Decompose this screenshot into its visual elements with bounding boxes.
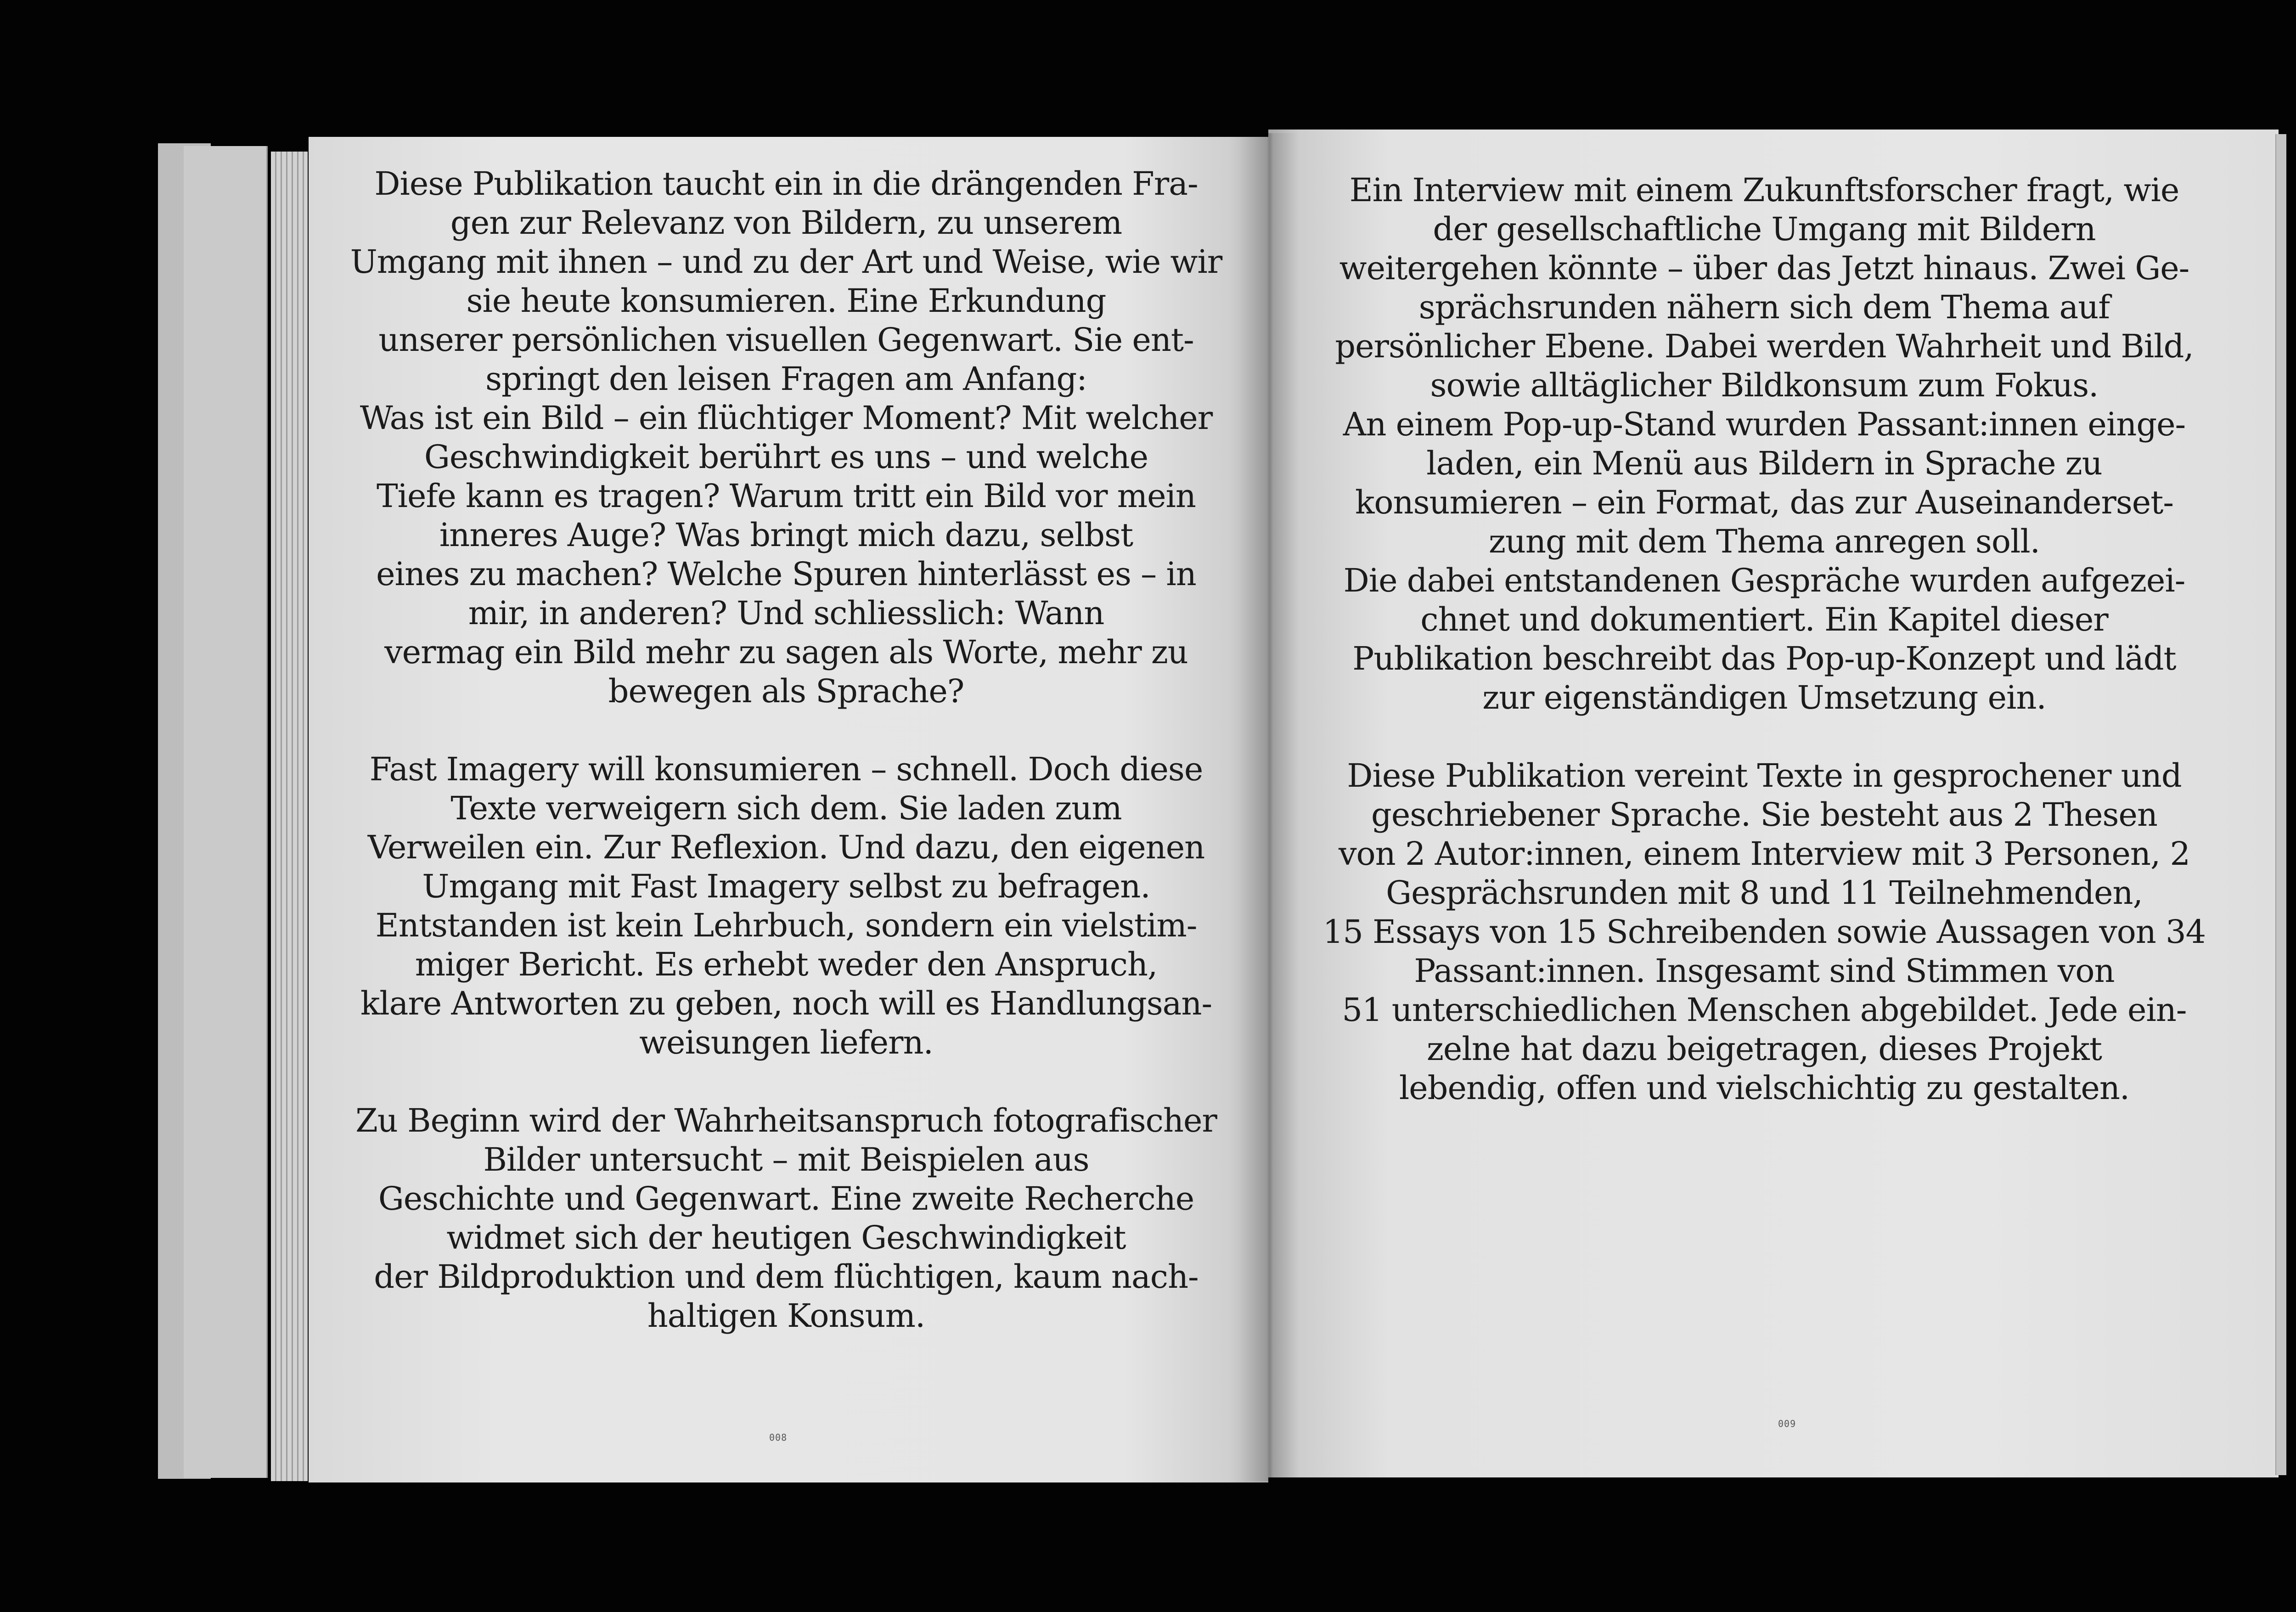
text-line: Die dabei entstandenen Gespräche wurden aufgezei- (1343, 562, 2185, 599)
text-line: zelne hat dazu beigetragen, dieses Projekt (1427, 1030, 2102, 1068)
text-line: Publikation beschreibt das Pop-up-Konzept und lädt (1352, 640, 2176, 677)
paragraph-gap (350, 711, 1222, 750)
text-line: mir, in anderen? Und schliesslich: Wann (468, 594, 1104, 632)
text-line: eines zu machen? Welche Spuren hinterlässt es – in (376, 555, 1196, 593)
text-line: der Bildproduktion und dem flüchtigen, kaum nach- (374, 1258, 1199, 1296)
text-line: chnet und dokumentiert. Ein Kapitel dieser (1420, 601, 2108, 638)
text-line: Passant:innen. Insgesamt sind Stimmen von (1414, 952, 2115, 990)
text-line: Bilder untersucht – mit Beispielen aus (483, 1141, 1089, 1178)
text-line: der gesellschaftliche Umgang mit Bildern (1433, 210, 2096, 248)
text-line: inneres Auge? Was bringt mich dazu, selbst (439, 516, 1133, 554)
text-line: gen zur Relevanz von Bildern, zu unserem (450, 204, 1122, 242)
text-line: zur eigenständigen Umsetzung ein. (1482, 679, 2046, 716)
text-line: haltigen Konsum. (647, 1297, 925, 1335)
text-line: Gesprächsrunden mit 8 und 11 Teilnehmenden, (1386, 874, 2143, 912)
text-line: Zu Beginn wird der Wahrheitsanspruch fotografischer (355, 1102, 1217, 1139)
text-line: 15 Essays von 15 Schreibenden sowie Aussagen von 34 (1322, 913, 2206, 951)
text-line: Geschwindigkeit berührt es uns – und welche (424, 438, 1148, 476)
text-line: klare Antworten zu geben, noch will es Handlungsan- (360, 985, 1212, 1022)
text-line: Verweilen ein. Zur Reflexion. Und dazu, den eigenen (367, 829, 1205, 866)
left-page-number: 008 (769, 1432, 788, 1443)
text-line: Umgang mit Fast Imagery selbst zu befragen. (422, 868, 1150, 905)
book-gutter (1240, 133, 1300, 1481)
text-line: springt den leisen Fragen am Anfang: (485, 360, 1087, 398)
left-page-text (350, 164, 1222, 1336)
text-line: Fast Imagery will konsumieren – schnell. Doch diese (369, 750, 1203, 788)
left-page (309, 137, 1268, 1482)
text-line: sprächsrunden nähern sich dem Thema auf (1418, 288, 2110, 326)
text-line: Geschichte und Gegenwart. Eine zweite Recherche (378, 1180, 1194, 1217)
right-page (1268, 130, 2279, 1477)
text-line: unserer persönlichen visuellen Gegenwart. Sie ent- (378, 321, 1194, 359)
text-line: weitergehen könnte – über das Jetzt hinaus. Zwei Ge- (1339, 249, 2189, 287)
text-line: laden, ein Menü aus Bildern in Sprache zu (1426, 445, 2102, 482)
paragraph-gap (1314, 717, 2214, 756)
text-line: lebendig, offen und vielschichtig zu gestalten. (1399, 1069, 2130, 1107)
text-line: Entstanden ist kein Lehrbuch, sondern ein vielstim- (375, 907, 1197, 944)
text-line: geschriebener Sprache. Sie besteht aus 2 Thesen (1371, 796, 2157, 834)
paragraph-gap (350, 1062, 1222, 1101)
text-line: bewegen als Sprache? (608, 672, 964, 710)
text-line: Diese Publikation taucht ein in die drängenden Fra- (374, 165, 1198, 203)
text-line: Ein Interview mit einem Zukunftsforscher fragt, wie (1349, 171, 2179, 209)
text-line: von 2 Autor:innen, einem Interview mit 3 Personen, 2 (1338, 835, 2190, 873)
right-page-text (1314, 171, 2214, 1108)
right-page-number: 009 (1778, 1418, 1796, 1429)
text-line: Diese Publikation vereint Texte in gesprochener und (1347, 757, 2182, 795)
text-line: weisungen liefern. (639, 1024, 933, 1061)
text-line: vermag ein Bild mehr zu sagen als Worte, mehr zu (384, 633, 1188, 671)
text-line: sie heute konsumieren. Eine Erkundung (466, 282, 1106, 320)
text-line: konsumieren – ein Format, das zur Auseinanderset- (1355, 484, 2174, 521)
text-line: An einem Pop-up-Stand wurden Passant:innen einge- (1343, 406, 2186, 443)
text-line: zung mit dem Thema anregen soll. (1488, 523, 2040, 560)
text-line: widmet sich der heutigen Geschwindigkeit (446, 1219, 1126, 1257)
text-line: 51 unterschiedlichen Menschen abgebildet. Jede ein- (1342, 991, 2187, 1029)
text-line: Umgang mit ihnen – und zu der Art und Weise, wie wir (350, 243, 1222, 281)
text-line: persönlicher Ebene. Dabei werden Wahrheit und Bild, (1335, 327, 2194, 365)
text-line: Tiefe kann es tragen? Warum tritt ein Bild vor mein (376, 477, 1196, 515)
booklet-page-stack (184, 146, 268, 1478)
text-line: miger Bericht. Es erhebt weder den Anspruch, (415, 946, 1158, 983)
right-page-edge (2275, 134, 2286, 1475)
page-stack-edge (271, 152, 308, 1481)
text-line: Was ist ein Bild – ein flüchtiger Moment? Mit welcher (360, 399, 1213, 437)
text-line: Texte verweigern sich dem. Sie laden zum (450, 789, 1122, 827)
text-line: sowie alltäglicher Bildkonsum zum Fokus. (1430, 366, 2099, 404)
